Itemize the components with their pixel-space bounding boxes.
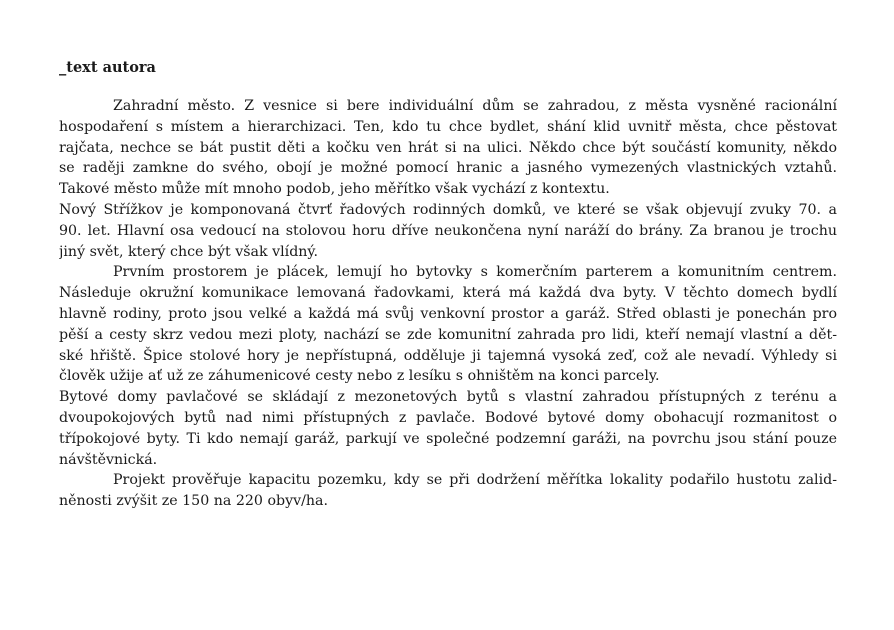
text-line: hlavně rodiny, proto jsou velké a každá má svůj venkovní prostor a garáž. Střed oblasti je ponechán pro bbox=[59, 305, 837, 322]
section-heading: _text autora bbox=[59, 59, 156, 76]
paragraph-2 bbox=[59, 200, 837, 262]
text-line: hospodaření s místem a hierarchizaci. Ten, kdo tu chce bydlet, shání klid uvnitř města, chce pěstovat bbox=[59, 118, 837, 135]
paragraph-1 bbox=[59, 96, 837, 200]
text-line: Prvním prostorem je plácek, lemují ho bytovky s komerčním parterem a komunitním centrem. bbox=[113, 264, 837, 281]
text-line: 90. let. Hlavní osa vedoucí na stolovou horu dříve neukončena nyní naráží do brány. Za branou je trochu bbox=[59, 222, 837, 239]
text-line: se raději zamkne do svého, obojí je možné pomocí hranic a jasného vymezených vlastnických vztahů. bbox=[59, 160, 837, 177]
text-line: Bytové domy pavlačové se skládají z mezonetových bytů s vlastní zahradou přístupných z terénu a bbox=[59, 389, 837, 406]
paragraph-4 bbox=[59, 387, 837, 470]
text-line: jiný svět, který chce být však vlídný. bbox=[59, 243, 319, 260]
author-text-body bbox=[59, 96, 837, 512]
text-line: návštěvnická. bbox=[59, 451, 158, 468]
text-line: rajčata, nechce se bát pustit děti a kočku ven hrát si na ulici. Někdo chce být součástí komunity, někdo bbox=[59, 139, 837, 156]
text-line: pěší a cesty skrz vedou mezi ploty, nachází se zde komunitní zahrada pro lidi, kteří nemají vlastní a dět- bbox=[59, 326, 837, 343]
text-line: člověk užije ať už ze záhumenicové cesty nebo z lesíku s ohništěm na konci parcely. bbox=[59, 368, 660, 385]
text-line: Zahradní město. Z vesnice si bere individuální dům se zahradou, z města vysněné racionální bbox=[113, 98, 837, 114]
text-line: třípokojové byty. Ti kdo nemají garáž, parkují ve společné podzemní garáži, na povrchu jsou stání pouze bbox=[59, 430, 837, 447]
text-line: Takové město může mít mnoho podob, jeho měřítko však vychází z kontextu. bbox=[59, 181, 610, 198]
text-line: Následuje okružní komunikace lemovaná řadovkami, která má každá dva byty. V těchto domech bydlí bbox=[59, 285, 837, 302]
document-page bbox=[59, 0, 837, 630]
text-line: Nový Střížkov je komponovaná čtvrť řadových rodinných domků, ve které se však objevují zvuky 70. a bbox=[59, 201, 837, 218]
text-line: ské hřiště. Špice stolové hory je nepřístupná, odděluje ji tajemná vysoká zeď, což ale nevadí. Výhledy si bbox=[59, 347, 837, 364]
text-line: Projekt prověřuje kapacitu pozemku, kdy se při dodržení měřítka lokality podařilo hustotu zalid- bbox=[113, 472, 837, 489]
paragraph-5 bbox=[59, 470, 837, 512]
text-line: dvoupokojových bytů nad nimi přístupných z pavlače. Bodové bytové domy obohacují rozmanitost o bbox=[59, 409, 837, 426]
text-line: něnosti zvýšit ze 150 na 220 obyv/ha. bbox=[59, 493, 328, 510]
paragraph-3 bbox=[59, 262, 837, 387]
